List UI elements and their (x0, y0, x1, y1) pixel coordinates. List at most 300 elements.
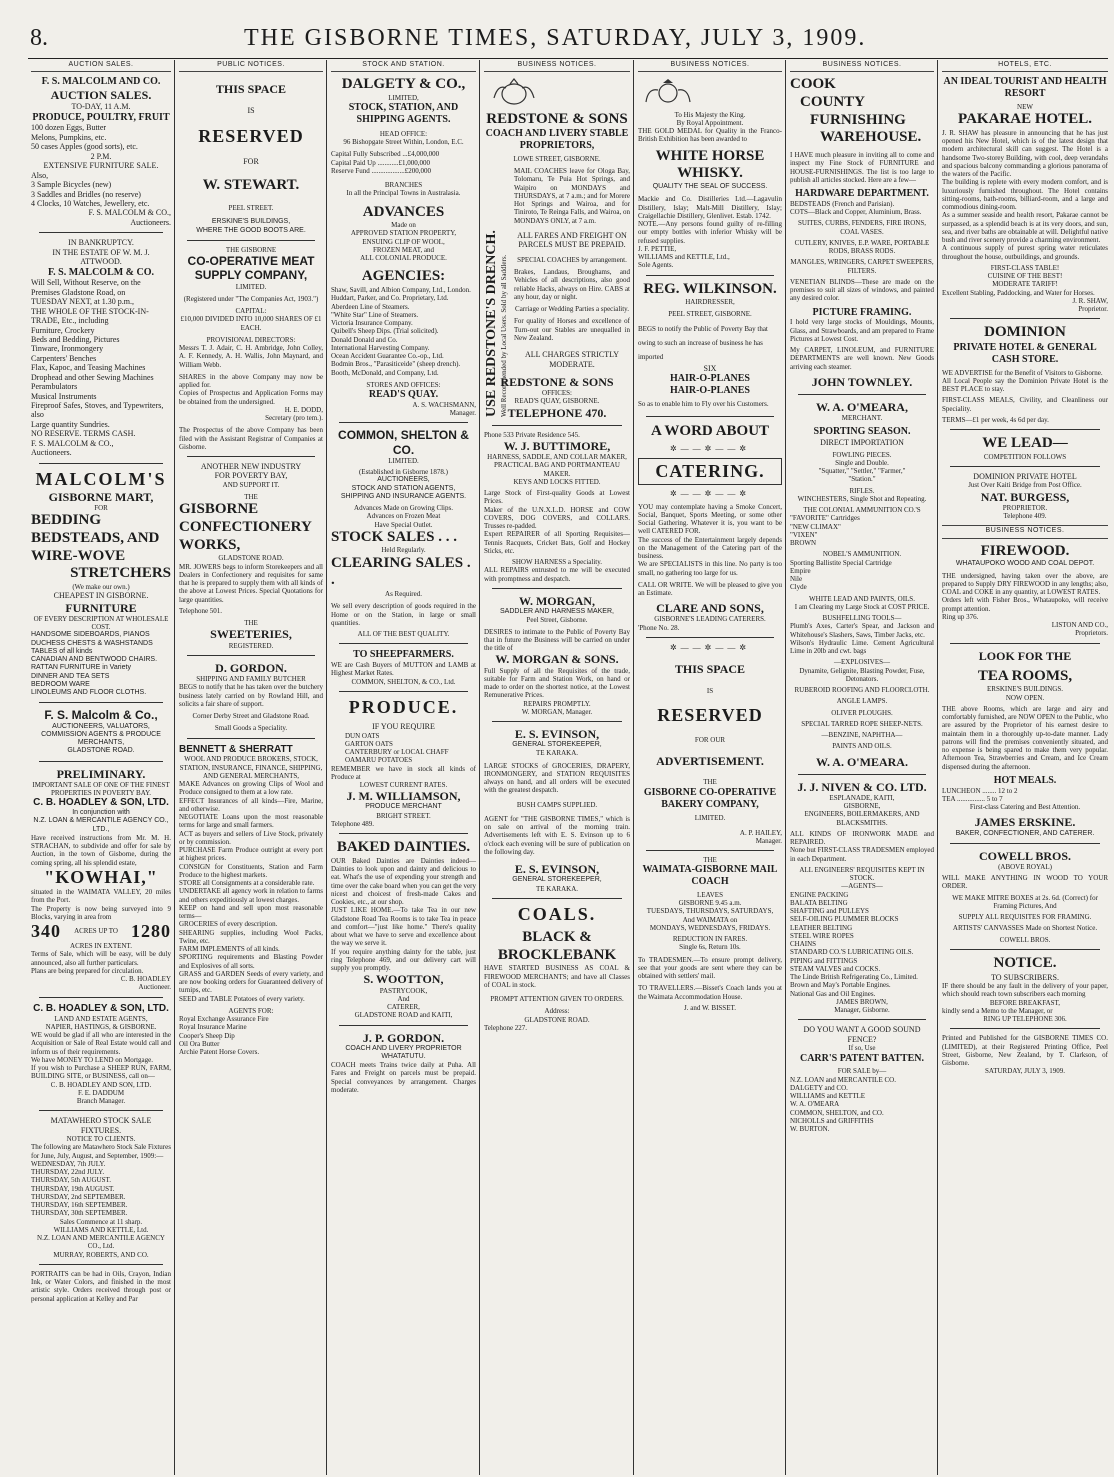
divider (646, 850, 774, 851)
ad-line: ANOTHER NEW INDUSTRY (200, 462, 302, 472)
ad-name: W. A. O'MEARA, (816, 400, 908, 414)
divider (492, 588, 622, 589)
imprint-date: SATURDAY, JULY 3, 1909. (985, 1067, 1065, 1076)
ad-line: OF EVERY DESCRIPTION AT WHOLESALE COST. (33, 614, 169, 632)
ad-name: J. P. GORDON. (362, 1030, 445, 1045)
subscribers-notice (942, 955, 1108, 1076)
ad-line: DOMINION PRIVATE HOTEL (973, 472, 1077, 481)
crest-icon (484, 78, 544, 106)
ad-body: AUCTIONEERS, VALUATORS, COMMISSION AGENTS & PRODUCE MERCHANTS, (41, 722, 161, 747)
ad-signature: J. and W. BISSET. (684, 1003, 736, 1012)
ad-body: IF there should be any fault in the delivery of your paper, which should reach town subscribers each morning (942, 982, 1108, 999)
ad-line: THE (244, 619, 258, 628)
ad-line: ARTISTS' CANVASSES Made on Shortest Notice. (952, 924, 1098, 933)
ad-subtitle: HAIRDRESSER, (685, 298, 735, 307)
ad-subtitle: TO SUBSCRIBERS. (991, 972, 1059, 982)
ad-subtitle: AUCTION SALES. (50, 88, 152, 103)
ad-body: I am Clearing my Large Stock at COST PRICE. (794, 602, 930, 611)
firewood-ad (942, 543, 1108, 638)
ad-body: DESIRES to intimate to the Public of Poverty Bay that in future the Business will be carried on under the title of (484, 627, 630, 653)
ad-line: FOR OUR (694, 736, 726, 745)
ad-phone: Telephone 409. (1003, 512, 1047, 521)
ad-address: GLADSTONE ROAD. (67, 747, 135, 755)
ad-address: GLADSTONE ROAD and KAITI, (354, 1011, 453, 1020)
ad-signature: H. E. DODD, Secretary (pro tem.). (265, 405, 323, 423)
ad-body: Also, 3 Sample Bicycles (new) 3 Saddles and Bridles (no reserve) 4 Clocks, 10 Watches, Jewellery, etc. (31, 170, 150, 208)
imprint: Printed and Published for the GISBORNE TIMES CO. (LIMITED), at their Registered Printing Office, Peel Street, Gisborne, New Zealand, by T. Clarkson, of Gisborne. (942, 1034, 1108, 1068)
ad-body: THE above Rooms, which are large and airy and comfortably furnished, are NOW OPEN to the Public, who are assured by the Proprietor of his earnest desire to maintain them in a thoroughly up-to-date manner. Lady patrons will find the premises conveniently situated, and no expense is being spared to make them very popular. Afternoon Tea, Strawberries and Cream, and Ice Cream dispensed during the afternoon. (942, 704, 1108, 771)
ad-body: ALL KINDS OF IRONWORK MADE and REPAIRED. None but FIRST-CLASS TRADESMEN employed in each Department. (790, 829, 934, 863)
divider (339, 1025, 468, 1026)
ad-phone: Phone 533 Private Residence 545. (484, 430, 580, 439)
ad-line: AND SUPPORT IT. (222, 480, 280, 489)
ad-line: PROVISIONAL DIRECTORS: (206, 335, 296, 344)
matawhero-ad (31, 1116, 171, 1259)
ad-line: AGENTS FOR: (228, 1006, 274, 1015)
ad-line: BUSH CAMPS SUPPLIED. (516, 800, 598, 809)
ad-line: OLIVER PLOUGHS. (831, 708, 893, 717)
ad-body: LARGE STOCKS of GROCERIES, DRAPERY, IRONMONGERY, and STATION REQUISITES always on hand, and all orders will be executed with the greatest despatch. (484, 761, 630, 795)
ad-body: kindly send a Memo to the Manager, or (942, 1006, 1053, 1015)
ad-subtitle: STOCK, STATION, AND SHIPPING AGENTS. (348, 102, 459, 125)
ad-heading: FIREWOOD. (980, 542, 1070, 559)
ad-firm: BENNETT & SHERRATT (179, 743, 293, 755)
ad-line: Carriage or Wedding Parties a speciality. (515, 305, 629, 314)
ad-line: As Required. (385, 590, 422, 599)
ad-address: BRIGHT STREET. (376, 811, 431, 820)
ad-subtitle: COACH AND LIVERY PROPRIETOR WHATATUTU. (345, 1044, 462, 1060)
portraits-ad: PORTRAITS can be had in Oils, Crayon, Indian Ink, or Water Colors, and finished in the most artistic style. Orders received through post or personal application at Kelley and Par (31, 1269, 171, 1303)
ad-body: TO TRAVELLERS.—Bisset's Coach lands you at the Waimata Accommodation House. (638, 984, 782, 1001)
morgan-ad (484, 594, 630, 716)
ad-name: W. STEWART. (202, 176, 300, 193)
ad-heading: AN IDEAL TOURIST AND HEALTH RESORT (943, 76, 1107, 100)
ad-line: —BENZINE, NAPHTHA— (821, 731, 903, 740)
ad-signature: JAMES BROWN, Manager, Gisborne. (834, 997, 890, 1015)
ad-line: ERSKINE'S BUILDINGS, (211, 218, 291, 226)
ad-line: NOBEL'S AMMUNITION. (822, 550, 902, 559)
ad-line: STRETCHERS (70, 565, 171, 582)
divider (187, 738, 315, 739)
industry-ad (179, 462, 323, 489)
ad-heading: STOCK SALES . . . (331, 528, 458, 545)
ad-firm: REDSTONE & SONS (486, 110, 628, 127)
ad-phone: Telephone 501. (179, 606, 223, 615)
ad-name: W. J. BUTTIMORE, (503, 439, 611, 454)
divider (492, 425, 622, 426)
ad-line: BRANCHES (384, 181, 423, 190)
ad-body: The Prospectus of the above Company has been filed with the Assistant Registrar of Companies at Gisborne. (179, 426, 323, 451)
ad-body: AGENT for "THE GISBORNE TIMES," which is on sale on arrival of the morning train. Advertisements left with E. S. Evinson up to 6 o'clock each evening will be sure of publication on the following day. (484, 814, 630, 856)
ad-body: WE MAKE MITRE BOXES at 2s. 6d. (Correct) for Framing Pictures, And (952, 893, 1098, 910)
ad-line: SHOW HARNESS a Speciality. (511, 558, 603, 567)
coals-ad (484, 904, 630, 1032)
ad-body: Have received instructions from Mr. M. H. STRACHAN, to subdivide and offer for sale by Auction, in the town of Gisborne, during the coming spring, all his splendid estate, (31, 833, 171, 867)
divider (798, 394, 926, 395)
ad-firm: BLACK & BROCKLEBANK (497, 929, 617, 963)
divider (187, 655, 315, 656)
ad-line: THE (244, 493, 258, 502)
white-horse-ad (638, 111, 782, 270)
ad-title: COUNTY (800, 93, 866, 110)
ornament: ✲——✲——✲ (669, 489, 751, 499)
ad-subtitle: (ABOVE ROYAL) (998, 862, 1052, 871)
ad-body: Mackie and Co. Distilleries Ltd.—Lagavulin Distillery, Islay; Malt-Mill Distillery, Islay; Craigellachie Distillery, Glenlivet. Estab. 1742. NOTE.—Any persons found guilty of re-filling our empty bottles with inferior Whisky will be refused supplies. (638, 195, 782, 245)
ad-body: Capital Fully Subscribed ...£4,000,000 Capital Paid Up ............£1,000,000 Reserve Fund ...................£200,000 (331, 150, 440, 175)
niven-ad (790, 780, 934, 1015)
ad-line: FOR POVERTY BAY, (214, 471, 288, 481)
cowell-ad (942, 849, 1108, 944)
ad-address: 96 Bishopgate Street Within, London, E.C. (343, 138, 464, 147)
ad-line: REPAIRS PROMPTLY. (523, 699, 591, 708)
ad-body: Full Supply of all the Requisites of the trade, suitable for Farm and Station Work, on hand or made to order on the shortest notice, at the Lowest Remunerative Prices. (484, 666, 630, 700)
ad-line: ADVERTISEMENT. (656, 754, 764, 769)
ad-body: Terms of Sale, which will be easy, will be duly announced, also all further particulars. Plans are being prepared for circulation. (31, 950, 171, 975)
ad-body: We sell every description of goods required in the Home or on the Station, in large or small quantities. (331, 602, 476, 627)
column-divider (937, 60, 938, 1475)
column-auction-sales (28, 60, 174, 1475)
ad-line: BEDDING (31, 512, 102, 529)
ad-address: PEEL STREET, GISBORNE. (668, 309, 752, 318)
ad-estate: IN THE ESTATE OF W. M. J. ATTWOOD. (52, 247, 150, 267)
bennett-sherratt-ad (179, 744, 323, 1057)
ad-line: If so, Use (848, 1044, 876, 1053)
ad-line: LOWEST CURRENT RATES. (359, 781, 448, 790)
ad-body: CALL OR WRITE. We will be pleased to give you an Estimate. (638, 580, 782, 598)
ad-signature: C. B. HOADLEY AND SON, LTD. F. E. DADDUM Branch Manager. (50, 1080, 152, 1106)
ad-line: LIMITED. (694, 814, 726, 823)
confectionery-ad (179, 493, 323, 615)
redstone-ad (484, 111, 630, 420)
divider (950, 643, 1100, 644)
ad-line: LIMITED, (388, 93, 419, 102)
divider (798, 774, 926, 775)
ad-line: HAIR-O-PLANES HAIR-O-PLANES (669, 373, 750, 396)
ad-body: Made on APPROVED STATION PROPERTY, ENSUING CLIP OF WOOL, FROZEN MEAT, and ALL COLONIAL PRODUCE. (350, 221, 457, 263)
ad-list: VENETIAN BLINDS—These are made on the premises to suit all sizes of windows, and painted any desired color. (790, 277, 934, 303)
ad-signature: WILLIAMS AND KETTLE, Ltd. N.Z. LOAN AND MERCANTILE AGENCY CO., Ltd. MURRAY, ROBERTS, AND CO. (37, 1225, 165, 1259)
ad-title: GISBORNE (179, 501, 259, 518)
ad-line: TERMS—£1 per week, 4s 6d per day. (942, 415, 1049, 424)
ad-title: WAIMATA-GISBORNE MAIL COACH (642, 864, 778, 888)
ad-sale: EXTENSIVE FURNITURE SALE. (43, 161, 159, 171)
divider (187, 240, 315, 241)
ad-signature: COWELL BROS. (999, 935, 1051, 944)
ad-line: THE COLONIAL AMMUNITION CO.'S (803, 506, 921, 515)
section-header: AUCTION SALES. (31, 60, 171, 72)
ad-body: FIRST-CLASS MEALS, Civility, and Cleanliness our Speciality. (942, 396, 1108, 413)
ad-line: In conjunction with N.Z. LOAN & MERCANTILE AGENCY CO., LTD., (33, 809, 169, 833)
ad-body: My CARPET, LINOLEUM, and FURNITURE DEPARTMENTS are well known. New Goods arriving each steamer. (790, 346, 934, 371)
ad-list: MANGLES, WRINGERS, CARPET SWEEPERS, FILTERS. (790, 258, 934, 275)
ad-title: WORKS, (179, 536, 241, 553)
ad-firm: F. S. MALCOLM AND CO. (41, 76, 161, 88)
ad-line: IS (706, 686, 714, 695)
ad-subtitle: BAKER, CONFECTIONER, AND CATERER. (955, 829, 1095, 837)
ad-list: ENGINE PACKING BALATA BELTING SHAFTING and PULLEYS SELF-OILING PLUMMER BLOCKS LEATHER BELTING STEEL WIRE ROPES CHAINS STANDARD CO.'S LUBRICATING OILS. PIPING and FITTINGS STEAM VALVES and COCKS. The Linde British Refrigerating Co., Limited. Brown and May's Portable Engines. National Gas and Oil Engines. (790, 890, 918, 998)
ad-line: THE (703, 778, 717, 787)
divider (646, 275, 774, 276)
ad-heading: IN BANKRUPTCY. (68, 238, 134, 248)
ad-address: Peel Street, Gisborne. (526, 616, 588, 625)
ad-signature: A. S. WACHSMANN, Manager. (412, 400, 476, 418)
ad-name: E. S. EVINSON, (514, 862, 600, 877)
ad-heading: PICTURE FRAMING. (812, 306, 912, 318)
ad-line: ACRES IN EXTENT. (70, 942, 132, 951)
ad-line: REDUCTION IN FARES. Single 6s, Return 10s. (672, 935, 748, 952)
ad-name: COWELL BROS. (978, 848, 1072, 863)
divider (950, 318, 1100, 319)
ad-firm: COMMON, SHELTON & CO. (338, 428, 469, 457)
ad-body: situated in the WAIMATA VALLEY, 20 miles from the Port. (31, 888, 171, 905)
ad-body: For quality of Horses and excellence of Turn-out our Stables are unequalled in New Zealand. (514, 317, 630, 342)
drench-vertical-subtext: Well Recommended by Local Users. Sold by all Saddlers. (500, 254, 508, 418)
ad-subtitle: SADDLER AND HARNESS MAKER, (500, 608, 614, 616)
ad-address: GLADSTONE ROAD. (218, 554, 284, 563)
ad-firm: W. MORGAN & SONS. (495, 652, 619, 667)
ad-line: REGISTERED. (228, 641, 274, 650)
ad-title: TEA ROOMS, (977, 667, 1073, 684)
ad-signature: J. F. PETTIE, WILLIAMS and KETTLE, Ltd., Sole Agents. (638, 244, 730, 270)
buttimore-ad (484, 431, 630, 583)
wilkinson-ad (638, 281, 782, 411)
ad-address: Address: GLADSTONE ROAD. (524, 1007, 590, 1024)
ad-line: IF YOU REQUIRE (372, 722, 435, 732)
divider (950, 1028, 1100, 1029)
ad-body: Plumb's Axes, Carter's Spear, and Jackson and Whitehouse's Slashers, Saws, Timber Jacks, etc. Wilson's Hydraulic Lime. Cement Agricultural Lime in 20lb and cwt. bags (790, 622, 934, 656)
ad-body: The Property is now being surveyed into 9 Blocks, varying in area from (31, 904, 171, 921)
sheepfarmers-ad (331, 649, 476, 686)
ad-address: TE KARAKA. (536, 884, 578, 893)
ad-heading: PRELIMINARY. (56, 766, 146, 781)
divider (39, 463, 163, 464)
ad-title: DOMINION (984, 324, 1066, 341)
ad-subtitle: LAND AND ESTATE AGENTS, NAPIER, HASTINGS, & GISBORNE. (45, 1014, 157, 1031)
ad-line: PAINTS AND OILS. (832, 742, 892, 751)
tea-rooms-ad (942, 649, 1108, 838)
divider (646, 416, 774, 417)
ad-acres-min: 340 (31, 921, 61, 941)
ad-line: CHEAPEST IN GISBORNE. (53, 591, 149, 601)
bakery-reserved-ad (638, 643, 782, 845)
ad-name: E. S. EVINSON, (514, 727, 600, 741)
divider (646, 637, 774, 638)
ad-address: TE KARAKA. (536, 749, 578, 758)
ad-firm: CLARE AND SONS, (656, 601, 764, 616)
ad-heading: ADVANCES (362, 203, 445, 220)
ad-list: BEDSTEADS (French and Parisian). COTS—Black and Copper, Aluminium, Brass. (790, 199, 922, 217)
column-divider (633, 60, 634, 1475)
sweeteries-ad (179, 619, 323, 650)
ad-line: STORES AND OFFICES: (366, 380, 441, 389)
ad-firm: DALGETY & CO., (341, 76, 466, 93)
royal-arms-icon (638, 78, 698, 106)
ad-list: DUN OATS GARTON OATS CANTERBURY or LOCAL CHAFF OAMARU POTATOES (345, 731, 449, 765)
column-hotels (939, 60, 1111, 1475)
ad-title: WAREHOUSE. (820, 129, 922, 146)
divider (39, 761, 163, 762)
ornament: ✲——✲——✲ (669, 642, 751, 652)
ad-heading: PRODUCE, POULTRY, FRUIT (32, 111, 170, 123)
ad-signature: COMMON, SHELTON, & CO., Ltd. (351, 677, 456, 686)
dalgety-ad (331, 76, 476, 417)
ad-signature: LISTON AND CO., Proprietors. (1051, 621, 1108, 638)
ad-heading: A WORD ABOUT (650, 422, 770, 439)
bankruptcy-ad (31, 238, 171, 457)
ad-line: ENGINEERS, BOILERMAKERS, AND BLACKSMITHS. (804, 810, 920, 827)
ad-heading: DO YOU WANT A GOOD SOUND FENCE? (803, 1025, 921, 1044)
ad-signature: J. R. SHAW, Proprietor. (1072, 296, 1108, 314)
ad-line: LIMITED. (388, 456, 419, 465)
ad-list: WINCHESTERS, Single Shot and Repeating. (797, 494, 927, 503)
ad-body: BEGS to notify the Public of Poverty Bay that owing to such an increase of business he has imported (638, 324, 768, 361)
ad-line: ERSKINE'S BUILDINGS. (987, 685, 1063, 694)
section-header: PUBLIC NOTICES. (179, 60, 323, 72)
stewart-reserved-ad (179, 82, 323, 235)
ad-address: Corner Derby Street and Gladstone Road. (192, 712, 310, 721)
ad-subtitle: PASTRYCOOK, And CATERER, (379, 986, 428, 1012)
ad-phone: 'Phone No. 28. (638, 623, 680, 632)
ad-title: COOK (790, 76, 836, 93)
divider (339, 691, 468, 692)
ad-subtitle: GENERAL STOREKEEPER, (512, 876, 602, 884)
divider (39, 702, 163, 703)
divider (950, 949, 1100, 950)
ad-line: OFFICES: (542, 389, 572, 398)
ad-title: MALCOLM'S (35, 468, 167, 489)
dominion-ad (942, 324, 1108, 424)
ad-title: RESERVED (657, 704, 763, 725)
baked-dainties-ad (331, 839, 476, 1019)
ad-address: LOWE STREET, GISBORNE. (513, 154, 601, 163)
ad-body: So as to enable him to Fly over his Customers. (638, 399, 769, 408)
ad-body: J. R. SHAW has pleasure in announcing that he has just opened his New Hotel, which is of the latest design that modern architectural skill can suggest. The Hotel is a handsome Two-storey Building, with cool, deep verandahs and spacious balcony commanding a glorious panorama of the waters of the Pacific. The building is replete with every modern comfort, and is luxuriously furnished throughout. The Hotel contains sitting-rooms, bath-rooms, billiard-room, and a large and commodious dining-room. As a summer seaside and health resort, Pakarae cannot be surpassed, as a splendid beach is at its very doors, and sun, sea, and river baths are obtainable at will. Delightful native bush and river scenery provide a charming environment. A continuous supply of purest spring water reticulates throughout the house, outbuildings, and grounds. (942, 128, 1108, 261)
column-divider (326, 60, 327, 1475)
ad-line: LIMITED. (235, 282, 267, 291)
ad-line: HEAD OFFICE: (379, 129, 428, 138)
ad-line: ALL CHARGES STRICTLY MODERATE. (524, 350, 619, 369)
ad-line: NOW OPEN. (1005, 693, 1045, 702)
ornament: ✲——✲——✲ (669, 444, 751, 454)
ad-line: BEFORE BREAKFAST, (989, 998, 1061, 1007)
ad-title: WHITE HORSE WHISKY. (655, 147, 765, 182)
ad-acres-max: 1280 (131, 921, 171, 941)
ad-phone: Ring up 376. (942, 612, 979, 621)
ad-line: NEW (1017, 102, 1033, 111)
divider (492, 721, 622, 722)
section-header: STOCK AND STATION. (331, 60, 476, 72)
ad-line: (Registered under "The Companies Act, 1903.") (183, 294, 319, 303)
ad-subtitle: AUCTIONEERS, STOCK AND STATION AGENTS, SHIPPING AND INSURANCE AGENTS. (340, 476, 467, 500)
ad-list: Single and Double. "Squatter," "Settler," "Farmer," "Station." (818, 458, 906, 484)
ad-heading: COALS. (517, 903, 597, 924)
ad-line: SPECIAL COACHES by arrangement. (517, 255, 627, 264)
ad-line: FOR SALE by— (837, 1067, 887, 1076)
ad-firm: REDSTONE & SONS (500, 374, 614, 389)
ad-title: CONFECTIONERY (179, 519, 312, 536)
ad-line: FOWLING PIECES. (832, 450, 892, 459)
ad-line: SPECIAL TARRED ROPE SHEEP-NETS. (801, 719, 923, 728)
ad-line: KEYS AND LOCKS FITTED. (513, 477, 601, 486)
malcolms-mart-ad (31, 469, 171, 698)
ad-heading: MATAWHERO STOCK SALE FIXTURES. (50, 1116, 152, 1135)
ad-subtitle: SHIPPING AND FAMILY BUTCHER (196, 675, 306, 684)
ad-firm: C. B. HOADLEY & SON, LTD. (33, 797, 169, 809)
ad-body: THE undersigned, having taken over the above, are prepared to Supply DRY FIREWOOD in any lengths; also, COAL and COKE in any quantity, at LOWEST RATES. Orders left with Fisher Bros., Whataupoko, will receive prompt attention. (942, 571, 1108, 613)
ad-title: SWEETERIES, (210, 627, 292, 642)
ad-body: Messrs T. J. Adair, C. H. Ambridge, John Colley, A. F. Kennedy, A. H. Wallis, John Maynard, and William Webb. (179, 344, 323, 369)
ad-address: GISBORNE, (843, 802, 881, 811)
ad-name: W. MORGAN, (519, 593, 595, 608)
ad-body: I hold very large stocks of Mouldings, Mounts, Glass, and Strawboards, and am prepared to Frame Pictures at Lowest Cost. (790, 318, 934, 343)
ad-signature: A. P. HAILEY, Manager. (739, 828, 782, 845)
ad-line: WIRE-WOVE (31, 547, 126, 564)
ad-line: RUBEROID ROOFING AND FLOORCLOTH. (794, 686, 930, 695)
carrs-batten-ad (790, 1025, 934, 1133)
section-header: BUSINESS NOTICES. (484, 60, 630, 72)
column-divider (174, 60, 175, 1475)
ad-address: PEEL STREET. (228, 204, 274, 213)
ad-phone: Telephone 227. (484, 1023, 528, 1032)
ad-body: MAKE Advances on growing Clips of Wool and Produce consigned to them at a low rate. EFFECT Insurances of all kinds—Fire, Marine, and otherwise. NEGOTIATE Loans upon the most reasonable terms for large and small farmers. ACT as buyers and sellers of Live Stock, privately or by commission. PURCHASE Farm Produce outright at every port at highest prices. CONSIGN for Constituents, Station and Farm Produce to the highest markets. STORE all Consignments at a considerable rate. UNDERTAKE all agency work in relation to farms and others expeditiously at lowest charges. KEEP on hand and sell upon most reasonable terms— GROCERIES of every description. SHEARING supplies, including Wool Packs, Twine, etc. FARM IMPLEMENTS of all kinds. SPORTING requirements and Blasting Powder and Explosives of all sorts. GRASS and GARDEN Seeds of every variety, and are now booking orders for Guaranteed delivery of turnips, etc. SEED and TABLE Potatoes of every variety. (179, 780, 323, 1003)
ad-line: (Established in Gisborne 1878.) (358, 468, 449, 477)
ad-line: Just Over Kaiti Bridge from Post Office. (968, 481, 1082, 490)
ad-line: COMPETITION FOLLOWS (983, 452, 1067, 461)
ad-property-name: "KOWHAI," (44, 866, 158, 887)
ad-line: THE GISBORNE (225, 245, 277, 254)
ad-title: FURNISHING (810, 111, 906, 128)
ad-line: FIRST-CLASS TABLE! CUISINE OF THE BEST! MODERATE TARIFF! (987, 263, 1063, 289)
common-shelton-ad (331, 428, 476, 638)
townley-ad (790, 76, 934, 389)
ad-body: SHARES in the above Company may now be applied for. Copies of Prospectus and Application Forms may be obtained from the undersigned. (179, 372, 323, 406)
ad-phone: TELEPHONE 470. (507, 405, 607, 420)
meat-company-ad (179, 246, 323, 451)
ad-list: "FAVORITE" Cartridges "NEW CLIMAX" "VIXEN" BROWN (790, 514, 860, 548)
ad-body: YOU may contemplate having a Smoke Concert, Social, Banquet, Sports Meeting, or some other Social Gathering. Whatever it is, you want to be well CATERED FOR. The success of the Entertainment largely depends on the Management of the Catering part of the business. We are SPECIALISTS in this line. No party is too small, no gathering too large for us. (638, 502, 782, 577)
ad-title: RESERVED (198, 125, 304, 146)
masthead-rule (28, 58, 1108, 59)
ad-heading: PRODUCE. (348, 696, 459, 717)
ad-line: READ'S QUAY. (368, 389, 439, 401)
ad-line: —AGENTS— (841, 882, 883, 891)
ad-line: To His Majesty the King. By Royal Appointment. (674, 110, 746, 127)
ad-body: MAIL COACHES leave for Ologa Bay, Tolomaru, Te Puia Hot Springs, and Waipiro on MONDAYS and THURSDAYS, at 7 a.m.; and for Morere Hot Springs and Wairoa, and for Tiniroto, Te Reinga Falls, and Wairoa, on MONDAYS ONLY, at 7 a.m. (514, 167, 630, 225)
ad-body: The following are Matawhero Stock Sale Fixtures for June, July, August, and September, 1909:— WEDNESDAY, 7th JULY. THURSDAY, 22nd JULY. THURSDAY, 5th AUGUST. THURSDAY, 19th AUGUST. THURSDAY, 2nd SEPTEMBER. THURSDAY, 16th SEPTEMBER. THURSDAY, 30th SEPTEMBER. (31, 1143, 171, 1218)
hoadley-land-ad (31, 1003, 171, 1106)
ad-list: CUTLERY, KNIVES, E.P. WARE, PORTABLE RODS, BRASS RODS. (794, 238, 930, 256)
ad-signature: W. MORGAN, Manager. (521, 707, 593, 716)
omeara-ad (790, 400, 934, 769)
ad-line: Sales Commence at 11 sharp. (59, 1217, 143, 1226)
ad-body: REMEMBER we have in stock all kinds of Produce at (331, 764, 476, 781)
ad-subtitle: WOOL AND PRODUCE BROKERS, STOCK, STATION, INSURANCE, FINANCE, SHIPPING, AND GENERAL MERCHANTS, (179, 755, 323, 780)
ad-signature: W. A. O'MEARA. (816, 754, 908, 769)
ad-line: £10,000 DIVIDED INTO 10,000 SHARES OF £1 EACH. (180, 315, 322, 332)
ad-body: Dynamite, Gelignite, Blasting Powder, Fuse, Detonators. (799, 666, 925, 683)
ad-line: IS (247, 106, 255, 116)
ad-line: WHERE THE GOOD BOOTS ARE. (196, 226, 306, 234)
ad-subtitle: GISBORNE'S LEADING CATERERS. (654, 615, 766, 624)
ad-line: BEDSTEADS, AND (31, 530, 160, 546)
ad-subtitle: COACH AND LIVERY STABLE PROPRIETORS, (485, 128, 629, 152)
ad-firm: C. B. HOADLEY & SON, LTD. (33, 1002, 169, 1014)
ad-subtitle: MERCHANT. (841, 414, 883, 423)
ad-line: Small Goods a Speciality. (214, 724, 288, 733)
ad-title: CATERING. (638, 458, 782, 485)
ad-heading: FURNITURE (65, 600, 137, 615)
ad-line: SUPPLY ALL REQUISITES FOR FRAMING. (958, 913, 1092, 922)
